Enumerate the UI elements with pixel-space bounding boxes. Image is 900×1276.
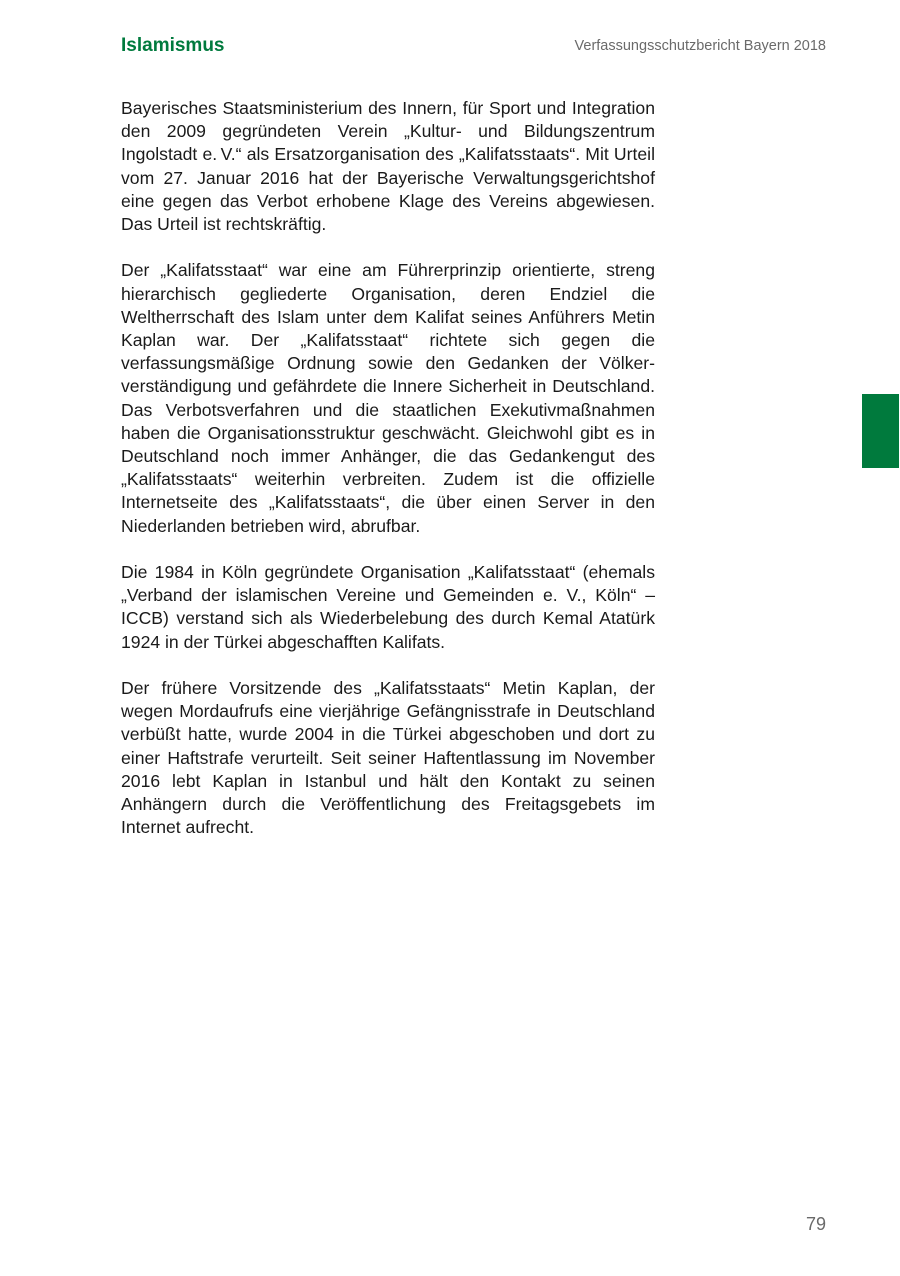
paragraph: Der „Kalifatsstaat“ war eine am Führerprinzip orientierte, streng hierarchisch gegliederte Organisation, deren Endziel die Weltherrschaft des Islam unter dem Kalifat seines Anführers Metin Kaplan war. Der „Kalifatsstaat“ richtete sich gegen die verfassungsmäßige Ordnung sowie den Gedanken der Völkerverständigung und gefährdete die Innere Sicherheit in Deutschland. Das Verbotsverfahren und die staatlichen Exekutivmaßnahmen haben die Organisationsstruktur geschwächt. Gleichwohl gibt es in Deutschland noch immer Anhänger, die das Gedankengut des „Kalifatsstaats“ weiterhin verbreiten. Zudem ist die offizielle Internetseite des „Kalifatsstaats“, die über einen Server in den Niederlanden betrieben wird, abrufbar. [121, 260, 655, 536]
page-number: 79 [805, 1214, 826, 1234]
chapter-marker-tab [862, 394, 899, 468]
body-text [121, 97, 655, 863]
paragraph: Bayerisches Staatsministerium des Innern, für Sport und Integration den 2009 gegründeten Verein „Kultur- und Bildungszentrum Ingolstadt e. V.“ als Ersatzorganisation des „Kalifatsstaats“. Mit Urteil vom 27. Januar 2016 hat der Bayerische Verwaltungsgerichtshof eine gegen das Verbot erhobene Klage des Vereins abgewiesen. Das Urteil ist rechtskräftig. [121, 98, 655, 235]
paragraph: Die 1984 in Köln gegründete Organisation „Kalifatsstaat“ (ehemals „Verband der islamischen Vereine und Gemeinden e. V., Köln“ – ICCB) verstand sich als Wiederbelebung des durch Kemal Atatürk 1924 in der Türkei abgeschafften Kalifats. [121, 562, 655, 652]
paragraph: Der frühere Vorsitzende des „Kalifatsstaats“ Metin Kaplan, der wegen Mordaufrufs eine vierjährige Gefängnisstrafe in Deutschland verbüßt hatte, wurde 2004 in die Türkei abgeschoben und dort zu einer Haftstrafe verurteilt. Seit seiner Haftentlassung im November 2016 lebt Kaplan in Istanbul und hält den Kontakt zu seinen Anhängern durch die Veröffentlichung des Freitagsgebets im Internet aufrecht. [121, 678, 655, 838]
section-title: Islamismus [121, 35, 225, 56]
report-title: Verfassungsschutzbericht Bayern 2018 [574, 38, 826, 54]
